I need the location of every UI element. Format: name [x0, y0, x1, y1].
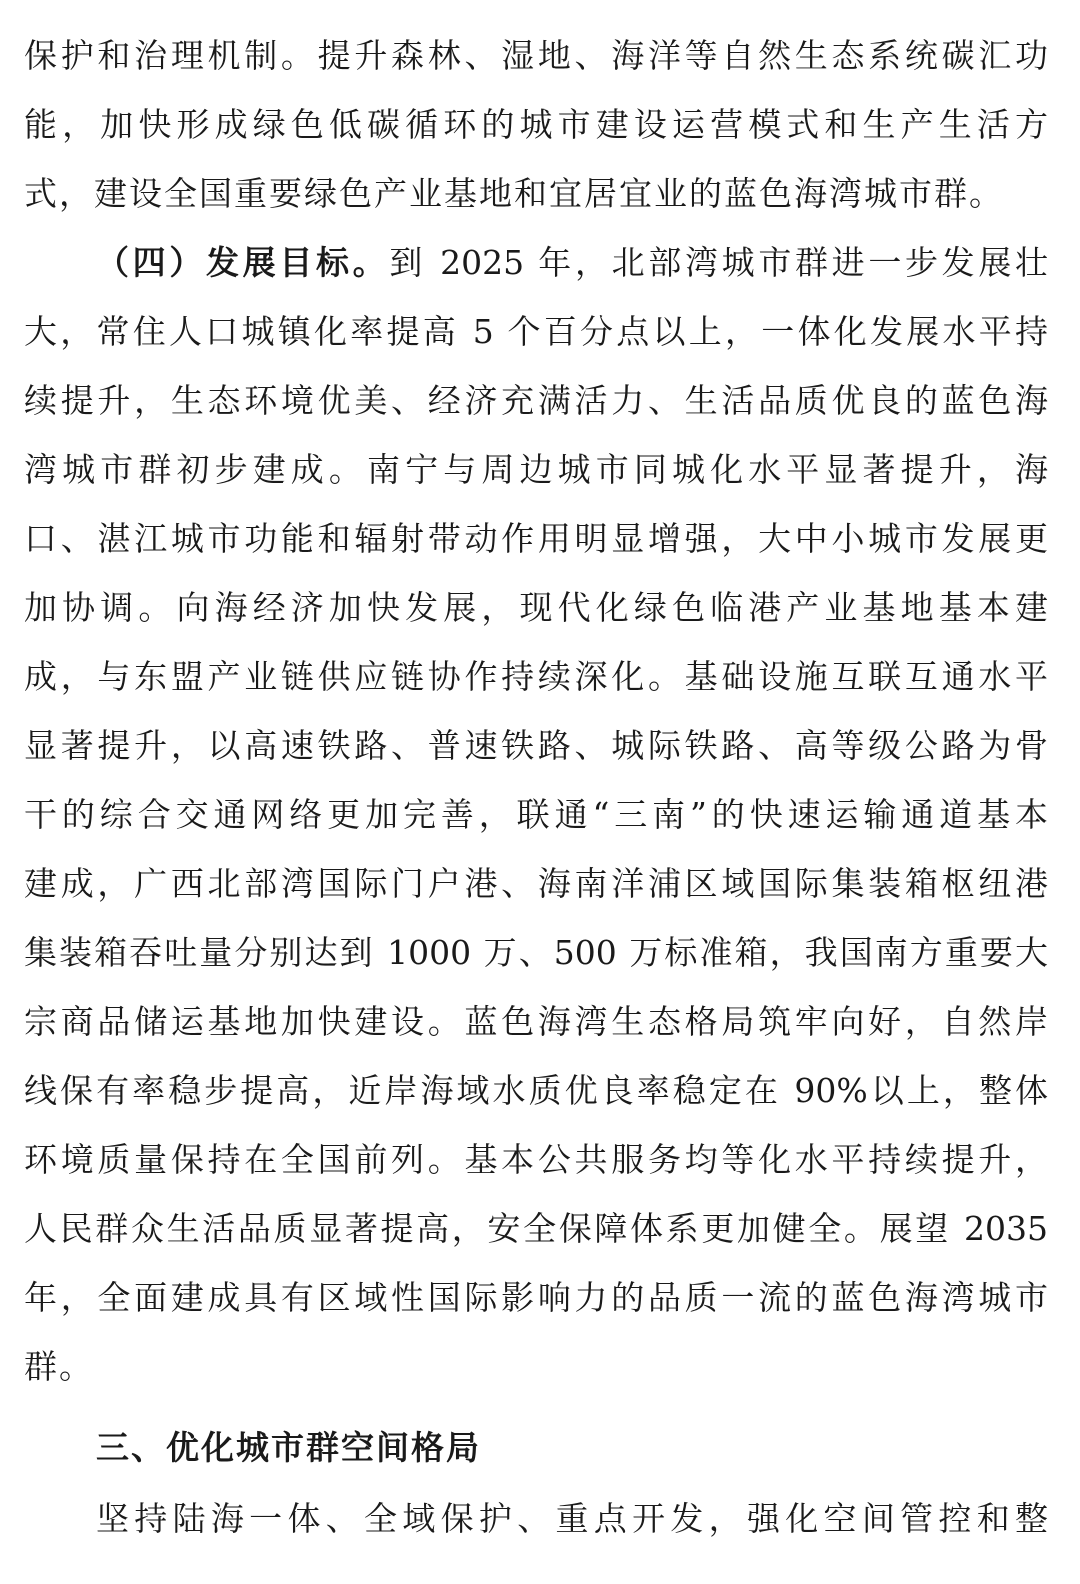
- text-line: 成，与东盟产业链供应链协作持续深化。基础设施互联互通水平: [24, 657, 1048, 696]
- goals-heading: （四）发展目标。: [96, 243, 390, 282]
- text-line: 宗商品储运基地加快建设。蓝色海湾生态格局筑牢向好，自然岸: [24, 1002, 1048, 1041]
- text-line: 群。: [24, 1347, 94, 1386]
- text-line: 能，加快形成绿色低碳循环的城市建设运营模式和生产生活方: [24, 105, 1048, 144]
- text-line: 线保有率稳步提高，近岸海域水质优良率稳定在 90%以上，整体: [24, 1071, 1048, 1110]
- text-line: 口、湛江城市功能和辐射带动作用明显增强，大中小城市发展更: [24, 519, 1048, 558]
- text-line: 建成，广西北部湾国际门户港、海南洋浦区域国际集装箱枢纽港: [24, 864, 1048, 903]
- goals-first-line: [96, 241, 1048, 285]
- text-line: 加协调。向海经济加快发展，现代化绿色临港产业基地基本建: [24, 588, 1048, 627]
- goals-first-line-text: 到 2025 年，北部湾城市群进一步发展壮: [389, 243, 1048, 282]
- text-line: 干的综合交通网络更加完善，联通“三南”的快速运输通道基本: [24, 795, 1048, 834]
- text-line: 集装箱吞吐量分别达到 1000 万、500 万标准箱，我国南方重要大: [24, 933, 1048, 972]
- text-line: 人民群众生活品质显著提高，安全保障体系更加健全。展望 2035: [24, 1209, 1048, 1248]
- section-heading: 三、优化城市群空间格局: [96, 1428, 481, 1467]
- text-line: 显著提升，以高速铁路、普速铁路、城际铁路、高等级公路为骨: [24, 726, 1048, 765]
- text-line: 年，全面建成具有区域性国际影响力的品质一流的蓝色海湾城市: [24, 1278, 1048, 1317]
- text-line: 坚持陆海一体、全域保护、重点开发，强化空间管控和整: [96, 1499, 1048, 1538]
- text-line: 湾城市群初步建成。南宁与周边城市同城化水平显著提升，海: [24, 450, 1048, 489]
- text-line: 大，常住人口城镇化率提高 5 个百分点以上，一体化发展水平持: [24, 312, 1048, 351]
- text-line: 式，建设全国重要绿色产业基地和宜居宜业的蓝色海湾城市群。: [24, 174, 1004, 213]
- text-line: 环境质量保持在全国前列。基本公共服务均等化水平持续提升，: [24, 1140, 1048, 1179]
- text-line: 保护和治理机制。提升森林、湿地、海洋等自然生态系统碳汇功: [24, 36, 1048, 75]
- text-line: 续提升，生态环境优美、经济充满活力、生活品质优良的蓝色海: [24, 381, 1048, 420]
